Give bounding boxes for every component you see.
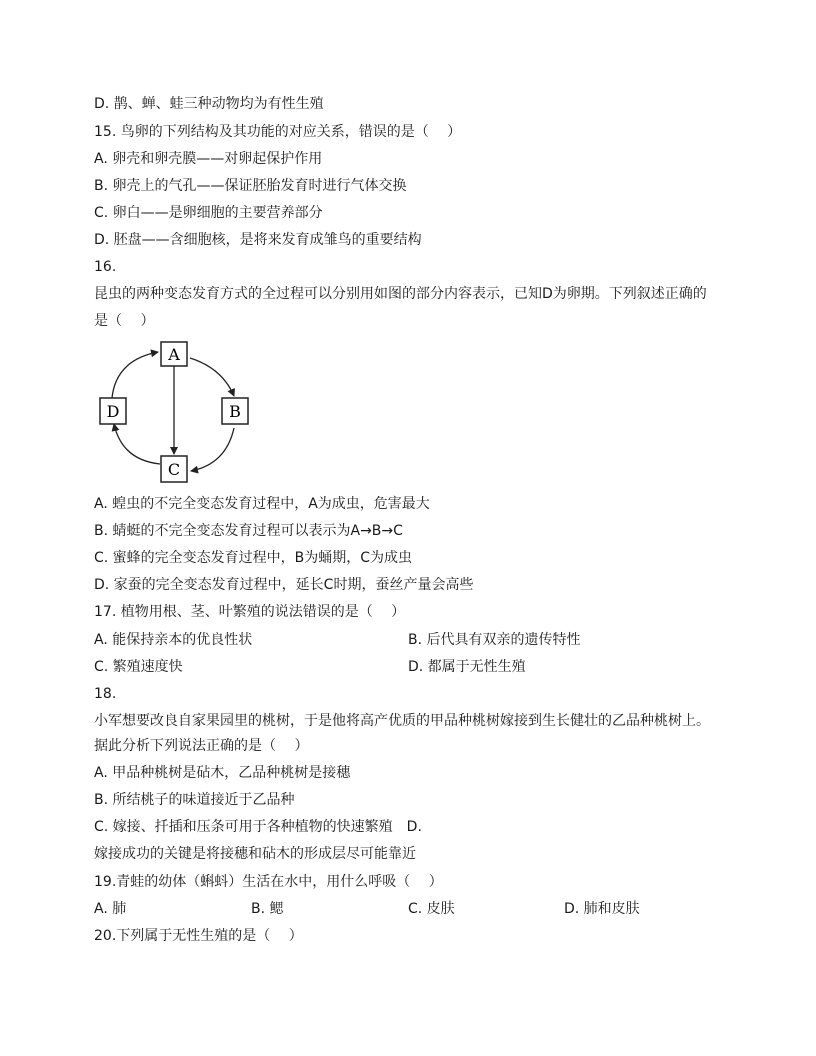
- arrow-a-to-b: [190, 358, 234, 396]
- q18-stem-line2: 据此分析下列说法正确的是（ ）: [94, 738, 309, 754]
- box-c-label: C: [167, 460, 181, 479]
- q15-option-a: A. 卵壳和卵壳膜——对卵起保护作用: [94, 151, 323, 167]
- box-b-label: B: [229, 402, 241, 421]
- q17-option-a: A. 能保持亲本的优良性状: [94, 632, 253, 648]
- q16-stem-line2: 是（ ）: [94, 313, 155, 329]
- q19-option-a: A. 肺: [94, 901, 127, 917]
- cycle-diagram-svg: [94, 338, 254, 486]
- insect-metamorphosis-diagram: [94, 338, 254, 486]
- q16-stem-line1: 昆虫的两种变态发育方式的全过程可以分别用如图的部分内容表示，已知D为卵期。下列叙述正确的: [94, 286, 707, 302]
- q17-options-row2: [94, 657, 734, 677]
- q16-number: 16.: [94, 259, 117, 275]
- q17-stem: 17. 植物用根、茎、叶繁殖的说法错误的是（ ）: [94, 604, 406, 620]
- q19-option-b: B. 鳃: [251, 901, 284, 917]
- box-d-label: D: [106, 402, 120, 421]
- arrow-c-to-d: [114, 424, 160, 464]
- q19-stem: 19.青蛙的幼体（蝌蚪）生活在水中，用什么呼吸（ ）: [94, 874, 443, 890]
- q18-option-d: 嫁接成功的关键是将接穗和砧木的形成层尽可能靠近: [94, 846, 416, 862]
- q16-option-a: A. 蝗虫的不完全变态发育过程中，A为成虫，危害最大: [94, 496, 430, 512]
- q18-option-c: C. 嫁接、扦插和压条可用于各种植物的快速繁殖 D.: [94, 819, 422, 835]
- q15-option-d: D. 胚盘——含细胞核，是将来发育成雏鸟的重要结构: [94, 232, 422, 248]
- q15-stem: 15. 鸟卵的下列结构及其功能的对应关系，错误的是（ ）: [94, 124, 462, 140]
- q14-option-d: D. 鹊、蝉、蛙三种动物均为有性生殖: [94, 96, 324, 112]
- q17-option-d: D. 都属于无性生殖: [408, 659, 526, 675]
- q16-option-b: B. 蜻蜓的不完全变态发育过程可以表示为A→B→C: [94, 523, 403, 539]
- q17-options-row1: [94, 630, 734, 650]
- q17-option-c: C. 繁殖速度快: [94, 659, 183, 675]
- arrow-b-to-c: [191, 428, 234, 471]
- q18-number: 18.: [94, 686, 117, 702]
- q16-option-d: D. 家蚕的完全变态发育过程中，延长C时期，蚕丝产量会高些: [94, 577, 474, 593]
- q17-option-b: B. 后代具有双亲的遗传特性: [408, 632, 581, 648]
- arrow-d-to-a: [112, 352, 158, 398]
- q19-options-row: [94, 899, 734, 919]
- box-a-label: A: [168, 345, 180, 364]
- q18-option-b: B. 所结桃子的味道接近于乙品种: [94, 792, 295, 808]
- q19-option-d: D. 肺和皮肤: [564, 901, 640, 917]
- q19-option-c: C. 皮肤: [408, 901, 455, 917]
- q18-option-a: A. 甲品种桃树是砧木，乙品种桃树是接穗: [94, 765, 351, 781]
- q18-stem-line1: 小军想要改良自家果园里的桃树，于是他将高产优质的甲品种桃树嫁接到生长健壮的乙品种桃树上。: [94, 713, 710, 729]
- q16-option-c: C. 蜜蜂的完全变态发育过程中，B为蛹期，C为成虫: [94, 550, 413, 566]
- q15-option-b: B. 卵壳上的气孔——保证胚胎发育时进行气体交换: [94, 178, 407, 194]
- q15-option-c: C. 卵白——是卵细胞的主要营养部分: [94, 205, 323, 221]
- q20-stem: 20.下列属于无性生殖的是（ ）: [94, 928, 303, 944]
